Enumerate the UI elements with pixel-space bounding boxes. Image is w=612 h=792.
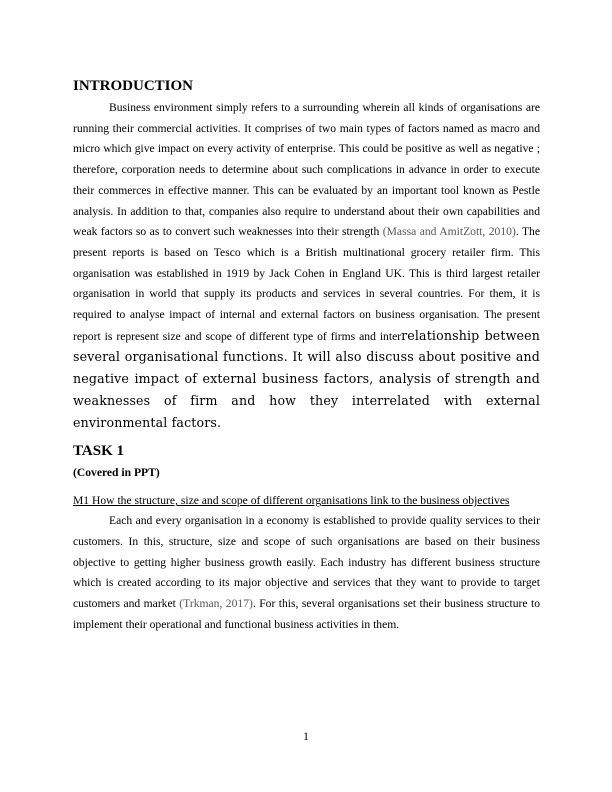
m1-heading: M1 How the structure, size and scope of different organisations link to the business objectives <box>73 494 510 508</box>
introduction-text-c: relationship between several organisational functions. It will also discuss about positive and negative impact of external business factors, analysis of strength and weaknesses of firm and how they interrelated with external environmental factors. <box>73 327 540 430</box>
task1-heading: TASK 1 <box>73 443 124 460</box>
task1-citation: (Trkman, 2017) <box>179 597 253 611</box>
page-number: 1 <box>303 730 309 743</box>
introduction-paragraph <box>73 98 540 434</box>
covered-note: (Covered in PPT) <box>73 466 160 480</box>
introduction-heading: INTRODUCTION <box>73 78 194 94</box>
task1-text-b: . For this, several organisations set their business structure to implement their operational and functional business activities in them. <box>73 597 541 631</box>
task1-paragraph <box>73 511 540 635</box>
introduction-text-a: Business environment simply refers to a surrounding wherein all kinds of organisations are running their commercial activities. It comprises of two main types of factors named as macro and micro which give impact on every activity of enterprise. This could be positive as well as negative ; therefore, corporation needs to determine about such complications in advance in order to execute their commerces in effective manner. This can be evaluated by an important tool known as Pestle analysis. In addition to that, companies also require to understand about their own capabilities and weak factors so as to convert such weaknesses into their strength <box>73 101 540 239</box>
introduction-text-b: . The present reports is based on Tesco which is a British multinational grocery retailer firm. This organisation was established in 1919 by Jack Cohen in England UK. This is third largest retailer organisation in world that supply its products and services in several countries. For them, it is required to analyse impact of internal and external factors on business organisation. The present report is represent size and scope of different type of firms and inter <box>73 225 540 343</box>
introduction-citation: (Massa and AmitZott, 2010) <box>382 225 516 239</box>
task1-text-a: Each and every organisation in a economy is established to provide quality services to their customers. In this, structure, size and scope of such organisations are based on their business objective to getting higher business growth easily. Each industry has different business structure which is created according to its major objective and services that they want to provide to target customers and market <box>73 514 540 611</box>
page-content <box>73 75 540 635</box>
